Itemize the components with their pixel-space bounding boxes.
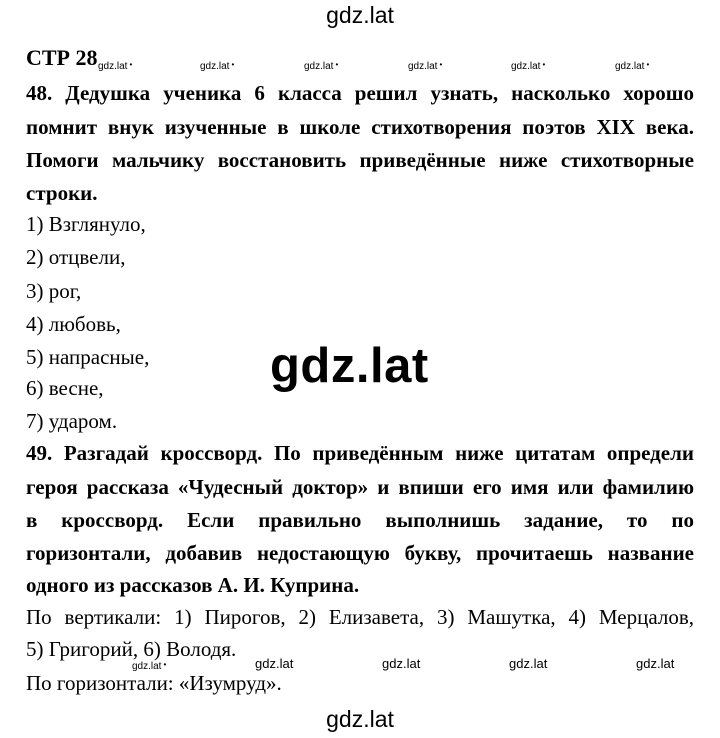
watermark-small: gdz.lat •	[511, 60, 545, 72]
vertical-answers: По вертикали: 1) Пирогов, 2) Елизавета, 3) Машутка, 4) Мерцалов,	[26, 605, 694, 629]
task49-statement-line: героя рассказа «Чудесный доктор» и впиши его имя или фамилию	[26, 475, 694, 499]
watermark-bottom: gdz.lat	[326, 706, 394, 732]
answer-item: 3) рог,	[26, 279, 82, 303]
answer-item: 4) любовь,	[26, 312, 121, 336]
watermark-small: gdz.lat •	[408, 60, 442, 72]
task49-statement-line: горизонтали, добавив недостающую букву, прочитаешь название	[26, 541, 694, 565]
task49-statement-line: 49. Разгадай кроссворд. По приведённым ниже цитатам определи	[26, 441, 694, 465]
watermark-center: gdz.lat	[270, 339, 429, 393]
watermark-small: gdz.lat	[382, 656, 421, 671]
watermark-small: gdz.lat •	[304, 60, 338, 72]
watermark-small: gdz.lat	[509, 656, 548, 671]
task49-statement-line: в кроссворд. Если правильно выполнишь задание, то по	[26, 508, 694, 532]
watermark-small: gdz.lat •	[132, 660, 166, 672]
watermark-small: gdz.lat	[255, 656, 294, 671]
vertical-answers-continued: 5) Григорий, 6) Володя.	[26, 637, 237, 661]
answer-item: 6) весне,	[26, 376, 104, 400]
task48-statement-line: строки.	[26, 181, 98, 205]
task48-statement-line: Помоги мальчику восстановить приведённые ниже стихотворные	[26, 148, 694, 172]
watermark-top: gdz.lat	[326, 2, 394, 28]
watermark-small: gdz.lat •	[98, 60, 132, 72]
watermark-small: gdz.lat •	[200, 60, 234, 72]
task49-statement-line: одного из рассказов А. И. Куприна.	[26, 573, 360, 597]
page-label: СТР 28	[26, 45, 98, 70]
watermark-small: gdz.lat	[636, 656, 675, 671]
answer-item: 5) напрасные,	[26, 345, 150, 369]
answer-item: 7) ударом.	[26, 409, 118, 433]
task48-statement-line: помнит внук изученные в школе стихотворения поэтов XIX века.	[26, 115, 694, 139]
horizontal-answer: По горизонтали: «Изумруд».	[26, 671, 282, 695]
answer-item: 2) отцвели,	[26, 245, 126, 269]
answer-item: 1) Взглянуло,	[26, 212, 146, 236]
watermark-small: gdz.lat •	[615, 60, 649, 72]
task48-statement-line: 48. Дедушка ученика 6 класса решил узнать, насколько хорошо	[26, 81, 694, 105]
